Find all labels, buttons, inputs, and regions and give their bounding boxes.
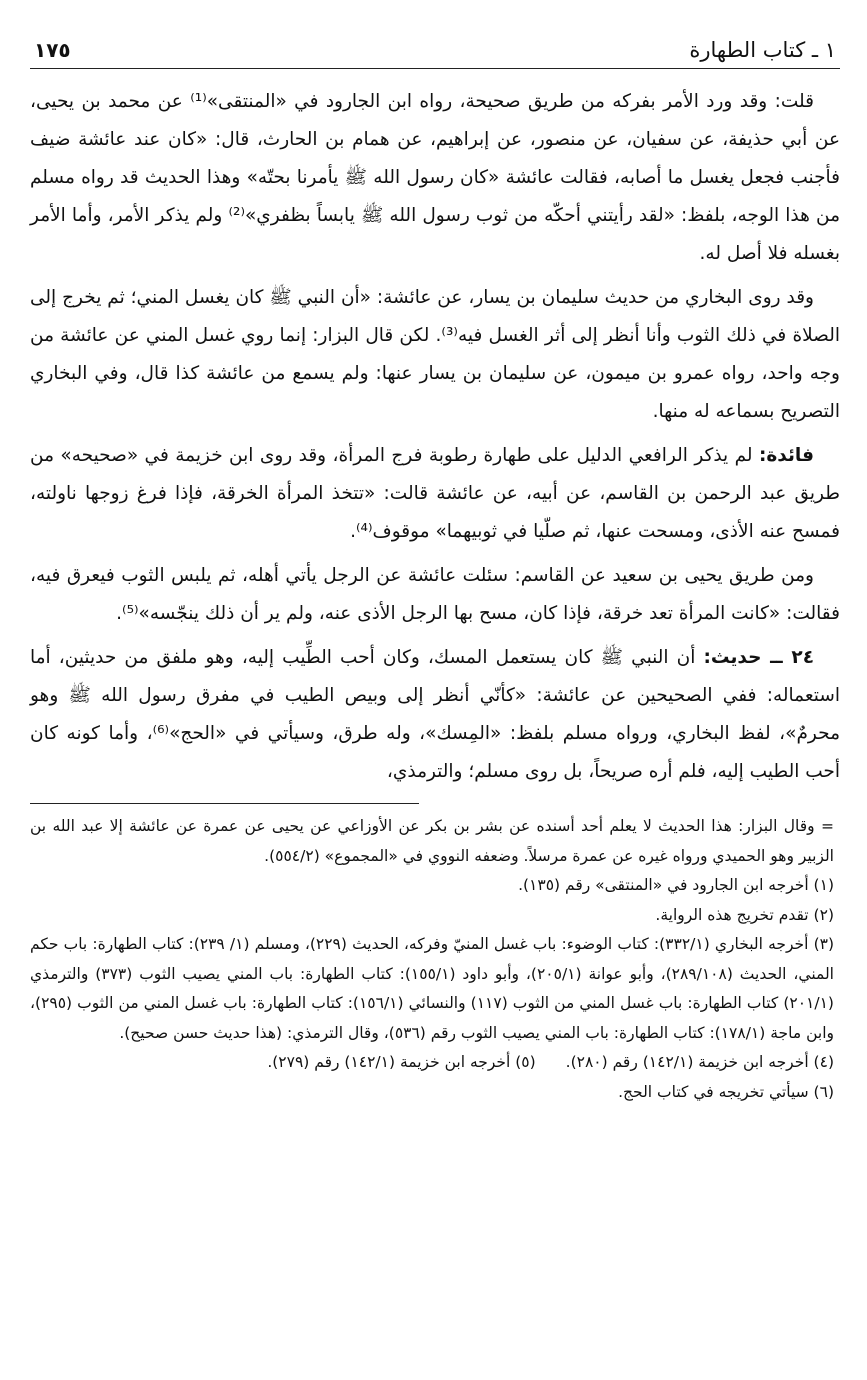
paragraph-5-text: أن النبي ﷺ كان يستعمل المسك، وكان أحب الطِّيب إليه، وهو ملفق من حديثين، أما استعماله: ففي الصحيحين عن عائشة: «كأنّي أنظر إلى وبيص الطيب في مفرق رسول الله ﷺ وهو محرمٌ»، لفظ البخاري، ورواه مسلم بلفظ: «المِسك»، وله طرق، وسيأتي في «الحج»⁽⁶⁾، وأما كونه كان أحب الطيب إليه، فلم أره صريحاً، بل روى مسلم؛ والترمذي، xyxy=(30,647,840,782)
footnote-row-4-5 xyxy=(30,1048,840,1078)
paragraph-4: ومن طريق يحيى بن سعيد عن القاسم: سئلت عائشة عن الرجل يأتي أهله، ثم يلبس الثوب فيعرق فيه، فقالت: «كانت المرأة تعد خرقة، فإذا كان، مسح بها الرجل الأذى عنه، ولم ير أن ذلك ينجّسه»⁽⁵⁾. xyxy=(30,565,840,624)
running-header xyxy=(30,38,840,69)
main-text xyxy=(30,83,840,791)
page-number: ١٧٥ xyxy=(34,38,71,62)
paragraph-2: وقد روى البخاري من حديث سليمان بن يسار، عن عائشة: «أن النبي ﷺ كان يغسل المني؛ ثم يخرج إلى الصلاة في ذلك الثوب وأنا أنظر إلى أثر الغسل فيه⁽³⁾. لكن قال البزار: إنما روي غسل المني عن عائشة من وجه واحد، رواه عمرو بن ميمون، عن سليمان بن يسار عنها: ولم يسمع من عائشة كذا قال، وفي البخاري التصريح بسماعه له منها. xyxy=(30,287,840,422)
paragraph-3 xyxy=(30,437,840,551)
paragraph-5 xyxy=(30,639,840,791)
footnote-6: (٦) سيأتي تخريجه في كتاب الحج. xyxy=(618,1082,834,1101)
footnote-1: (١) أخرجه ابن الجارود في «المنتقى» رقم (١٣٥). xyxy=(518,876,834,894)
footnote-4: (٤) أخرجه ابن خزيمة (١٤٢/١) رقم (٢٨٠). xyxy=(565,1053,834,1071)
footnote-5: (٥) أخرجه ابن خزيمة (١٤٢/١) رقم (٢٧٩). xyxy=(267,1053,536,1071)
book-page xyxy=(30,38,840,1107)
hadith-label: ٢٤ ــ حديث: xyxy=(703,647,814,668)
paragraph-3-text: لم يذكر الرافعي الدليل على طهارة رطوبة فرج المرأة، وقد روى ابن خزيمة في «صحيحه» من طريق عبد الرحمن بن القاسم، عن أبيه، عن عائشة قالت: «تتخذ المرأة الخرقة، فإذا فرغ زوجها ناولته، فمسح عنه الأذى، ومسحت عنها، ثم صلّيا في ثوبيهما» موقوف⁽⁴⁾. xyxy=(30,445,840,542)
footnote-carryover: = وقال البزار: هذا الحديث لا يعلم أحد أسنده عن بشر بن بكر عن الأوزاعي عن يحيى عن عمرة عن عائشة إلا عبد الله بن الزبير وهو الحميدي ورواه غيره عن عمرة مرسلاً. وضعفه النووي في «المجموع» (٥٥٤/٢). xyxy=(30,817,834,865)
footnote-2: (٢) تقدم تخريج هذه الرواية. xyxy=(655,905,834,924)
footnotes xyxy=(30,812,840,1107)
paragraph-1: قلت: وقد ورد الأمر بفركه من طريق صحيحة، رواه ابن الجارود في «المنتقى»⁽¹⁾ عن محمد بن يحيى، عن أبي حذيفة، عن سفيان، عن منصور، عن إبراهيم، عن همام بن الحارث، قال: «كان عند عائشة ضيف فأجنب فجعل يغسل ما أصابه، فقالت عائشة «كان رسول الله ﷺ يأمرنا بحتّه» وهذا الحديث قد رواه مسلم من هذا الوجه، بلفظ: «لقد رأيتني أحكّه من ثوب رسول الله ﷺ يابساً بظفري»⁽²⁾ ولم يذكر الأمر، وأما الأمر بغسله فلا أصل له. xyxy=(30,91,840,264)
faida-label: فائدة: xyxy=(758,445,814,466)
chapter-title: ١ ـ كتاب الطهارة xyxy=(689,38,836,62)
footnote-divider xyxy=(30,803,419,804)
footnote-3: (٣) أخرجه البخاري (٣٣٢/١): كتاب الوضوء: باب غسل المنيّ وفركه، الحديث (٢٢٩)، ومسلم (١/ ٢٣٩): كتاب الطهارة: باب حكم المني، الحديث (٢٨٩/١٠٨)، وأبو عوانة (٢٠٥/١)، وأبو داود (١٥٥/١): كتاب الطهارة: باب المني يصيب الثوب (٣٧٣) والترمذي (٢٠١/١) كتاب الطهارة: باب غسل المني من الثوب (١١٧) والنسائي (١٥٦/١): كتاب الطهارة: باب غسل المني من الثوب (٢٩٥)، وابن ماجة (١٧٨/١): كتاب الطهارة: باب المني يصيب الثوب رقم (٥٣٦)، وقال الترمذي: (هذا حديث حسن صحيح). xyxy=(30,935,835,1042)
